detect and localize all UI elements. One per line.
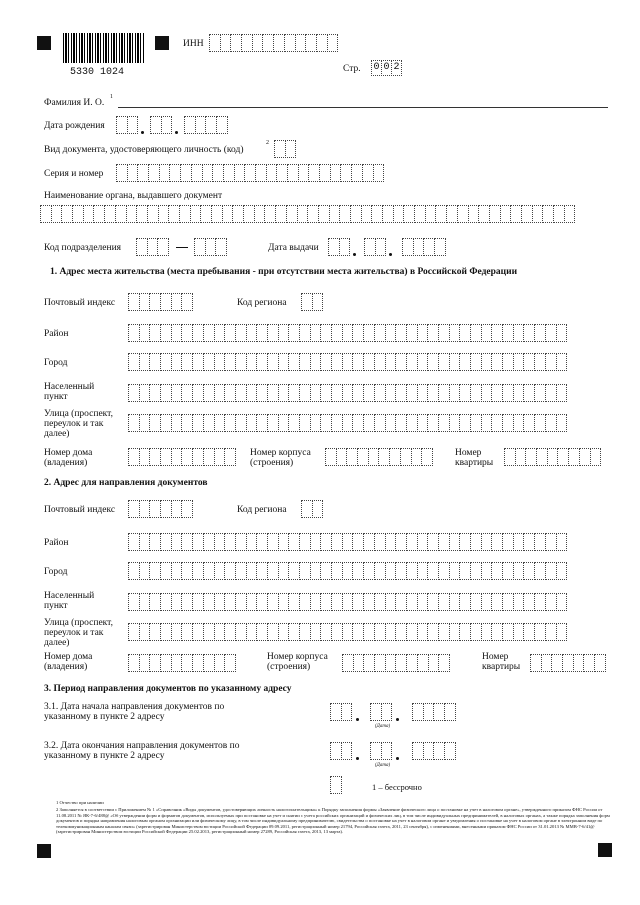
issue-day-field[interactable]	[328, 238, 349, 256]
s2-region-label: Код региона	[237, 505, 287, 515]
corner-marker-top-mid	[155, 36, 169, 50]
page-label: Стр.	[343, 64, 361, 74]
s2-city-label: Город	[44, 567, 68, 577]
series-label: Серия и номер	[44, 169, 104, 179]
issuer-field-row1[interactable]	[40, 205, 574, 223]
s1-region-label: Код региона	[237, 298, 287, 308]
doc-type-field[interactable]	[274, 140, 295, 158]
s3-end-day[interactable]	[330, 742, 351, 760]
barcode	[63, 33, 145, 63]
doc-type-label: Вид документа, удостоверяющего личность (код)	[44, 145, 244, 155]
s3-start-year[interactable]	[412, 703, 455, 721]
s2-building-label: Номер корпуса (строения)	[267, 652, 328, 672]
s2-house-field[interactable]	[128, 654, 235, 672]
division-code-label: Код подразделения	[44, 243, 122, 253]
corner-marker-top-left	[37, 36, 51, 50]
issue-date-label: Дата выдачи	[268, 243, 319, 253]
s1-region-field[interactable]	[301, 293, 322, 311]
s1-street-label: Улица (проспект, переулок и так далее)	[44, 409, 113, 439]
issue-month-field[interactable]	[364, 238, 385, 256]
page-digit: 0	[381, 60, 392, 76]
s2-flat-field[interactable]	[530, 654, 605, 672]
s2-flat-label: Номер квартиры	[482, 652, 521, 672]
s1-building-field[interactable]	[325, 448, 432, 466]
birth-year-field[interactable]	[184, 116, 227, 134]
division-code-dash	[176, 247, 188, 248]
s3-end-month[interactable]	[370, 742, 391, 760]
s2-district-field[interactable]	[128, 533, 566, 551]
s3-start-label: 3.1. Дата начала направления документов по указанному в пункте 2 адресу	[44, 702, 225, 722]
s3-start-date-caption: (Дата)	[375, 724, 391, 729]
section1-title: 1. Адрес места жительства (места пребывания - при отсутствии места жительства) в Российской Федерации	[50, 267, 518, 277]
date-separator	[175, 131, 178, 134]
footnote-1: 1 Отчество при наличии	[56, 800, 104, 805]
date-separator	[389, 253, 392, 256]
birth-day-field[interactable]	[116, 116, 137, 134]
fio-line[interactable]	[118, 107, 608, 108]
s3-start-day[interactable]	[330, 703, 351, 721]
s1-settlement-field[interactable]	[128, 384, 566, 402]
date-separator	[396, 757, 399, 760]
s2-district-label: Район	[44, 538, 69, 548]
birth-date-label: Дата рождения	[44, 121, 105, 131]
series-number-field[interactable]	[116, 164, 383, 182]
s1-street-field[interactable]	[128, 414, 566, 432]
s3-end-label: 3.2. Дата окончания направления документов по указанному в пункте 2 адресу	[44, 741, 240, 761]
s2-region-field[interactable]	[301, 500, 322, 518]
division-code-field-2[interactable]	[194, 238, 226, 256]
s3-end-date-caption: (Дата)	[375, 763, 391, 768]
corner-marker-bottom-left	[37, 844, 51, 858]
s2-building-field[interactable]	[342, 654, 449, 672]
page-digit: 0	[371, 60, 382, 76]
issue-year-field[interactable]	[402, 238, 445, 256]
date-separator	[356, 757, 359, 760]
s2-street-label: Улица (проспект, переулок и так далее)	[44, 618, 113, 648]
s3-end-year[interactable]	[412, 742, 455, 760]
s3-start-month[interactable]	[370, 703, 391, 721]
page-number-boxes	[371, 60, 401, 76]
fio-label: Фамилия И. О.	[44, 98, 105, 108]
s1-flat-label: Номер квартиры	[455, 448, 494, 468]
s3-indefinite-label: 1 – бессрочно	[372, 782, 422, 792]
date-separator	[396, 718, 399, 721]
corner-marker-bottom-right	[598, 843, 612, 857]
footnote-2: 2 Заполняется в соответствии с Приложением № 1 «Справочник «Виды документов, удостоверяющих личность налогоплательщика» к Порядку заполнения формы «Заявление физического лица о постановке на учет в налоговом органе», утвержденного приказом ФНС России от 11.08.2011 № ЯК-7-6/488@ «Об утверждении форм и форматов документов, используемых при постановке на учет и снятии с учета российских организаций и физических лиц, в том числе индивидуальных предпринимателей, в налоговых органах, а также порядка заполнения форм документов и порядка направления налоговым органом организации или физическому лицу, в том числе индивидуальному предпринимателю, свидетельства о постановке на учет в налоговом органе и уведомления о постановке на учет в налоговом органе в электронном виде по телекоммуникационным каналам связи» (зарегистрирован Министерством юстиции Российской Федерации 09.09.2011, регистрационный номер 21794, Российская газета, 2011, 23 сентября), с изменениями, внесенными приказом ФНС России от 31.01.2013 № ММВ-7-6/41@ (зарегистрирован Министерством юстиции Российской Федерации 25.02.2013, регистрационный номер 27289, Российская газета, 2013, 13 марта).	[56, 807, 610, 834]
fio-footnote-ref: 1	[110, 94, 113, 100]
s1-city-label: Город	[44, 358, 68, 368]
section3-title: 3. Период направления документов по указанному адресу	[44, 684, 292, 694]
s1-city-field[interactable]	[128, 353, 566, 371]
inn-label: ИНН	[183, 39, 204, 49]
date-separator	[353, 253, 356, 256]
s1-district-field[interactable]	[128, 324, 566, 342]
inn-field[interactable]	[209, 34, 337, 52]
s2-settlement-label: Населенный пункт	[44, 591, 95, 611]
date-separator	[356, 718, 359, 721]
page-digit: 2	[391, 60, 402, 76]
s2-postal-field[interactable]	[128, 500, 192, 518]
section2-title: 2. Адрес для направления документов	[44, 478, 208, 488]
s1-postal-field[interactable]	[128, 293, 192, 311]
doc-type-footnote-ref: 2	[266, 140, 269, 146]
s1-district-label: Район	[44, 329, 69, 339]
s3-indefinite-checkbox[interactable]	[330, 776, 341, 794]
date-separator	[141, 131, 144, 134]
s1-building-label: Номер корпуса (строения)	[250, 448, 311, 468]
birth-month-field[interactable]	[150, 116, 171, 134]
s2-house-label: Номер дома (владения)	[44, 652, 93, 672]
s1-settlement-label: Населенный пункт	[44, 382, 95, 402]
barcode-number: 5330 1024	[70, 67, 125, 78]
s1-house-field[interactable]	[128, 448, 235, 466]
s2-postal-label: Почтовый индекс	[44, 505, 116, 515]
issuer-label: Наименование органа, выдавшего документ	[44, 191, 223, 201]
division-code-field-1[interactable]	[136, 238, 168, 256]
s2-street-field[interactable]	[128, 623, 566, 641]
s1-house-label: Номер дома (владения)	[44, 448, 93, 468]
s1-flat-field[interactable]	[504, 448, 600, 466]
s2-city-field[interactable]	[128, 562, 566, 580]
s2-settlement-field[interactable]	[128, 593, 566, 611]
s1-postal-label: Почтовый индекс	[44, 298, 116, 308]
